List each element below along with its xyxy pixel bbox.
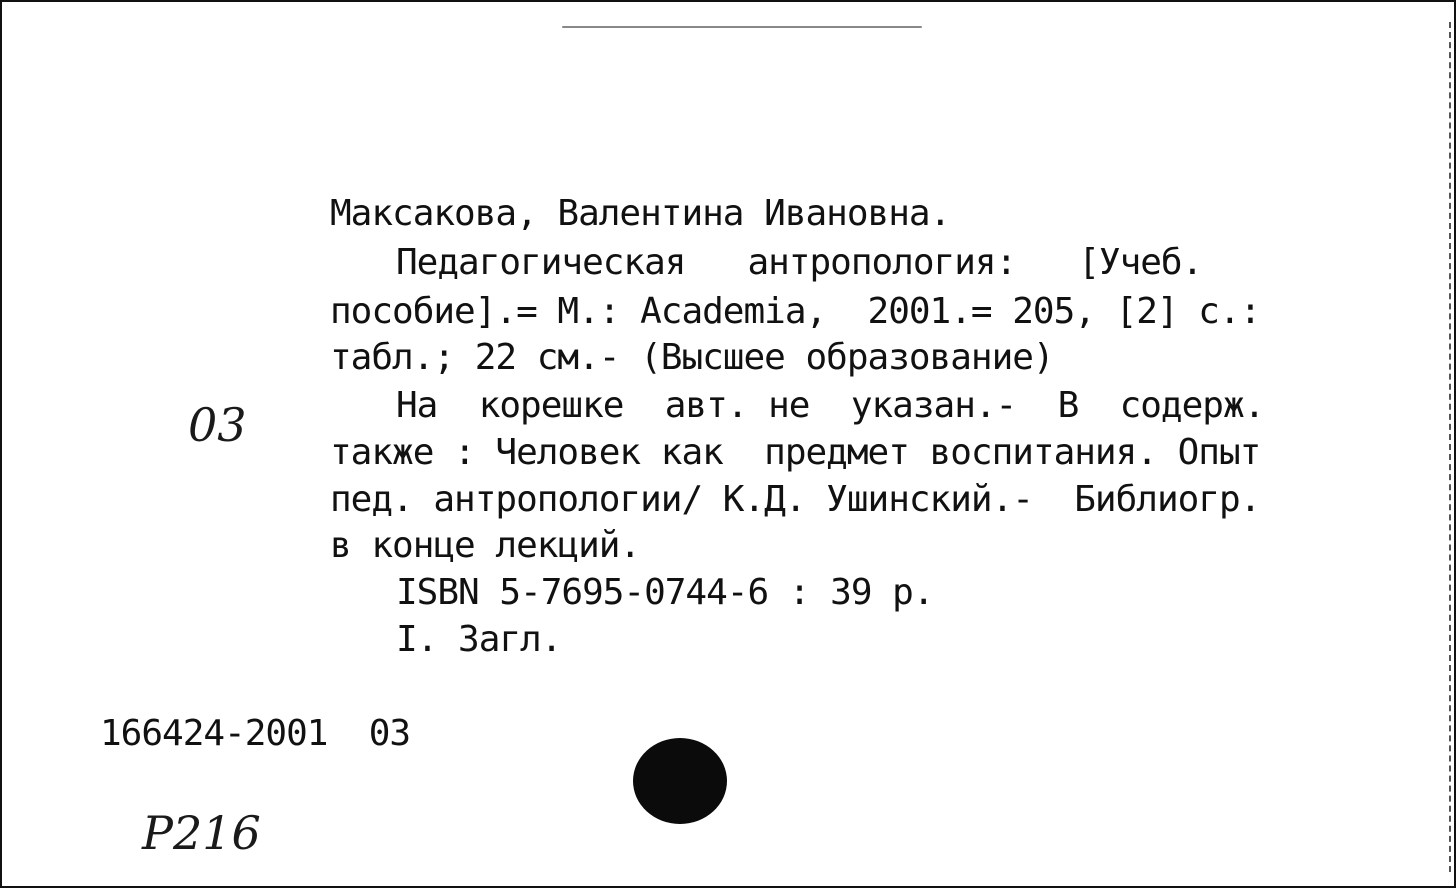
title-line-3: табл.; 22 см.- (Высшее образование) — [330, 337, 1054, 378]
handwritten-class-mark: 03 — [188, 398, 247, 452]
isbn-line: ISBN 5-7695-0744-6 : 39 р. — [396, 572, 934, 613]
card-edge-rule — [1449, 22, 1451, 872]
note-line-4: в конце лекций. — [330, 525, 641, 566]
title-line-1: Педагогическая антропология: [Учеб. — [396, 242, 1203, 283]
note-line-3: пед. антропологии/ К.Д. Ушинский.- Библиогр. — [330, 479, 1261, 520]
punch-hole — [633, 738, 727, 824]
tracing-line: I. Загл. — [396, 619, 562, 660]
note-line-1: На корешке авт. не указан.- В содерж. — [396, 385, 1265, 426]
handwritten-shelf-mark: Р216 — [142, 806, 261, 860]
author-heading: Максакова, Валентина Ивановна. — [330, 193, 951, 234]
note-line-2: также : Человек как предмет воспитания. Опыт — [330, 432, 1261, 473]
top-smudge — [562, 26, 922, 28]
accession-number: 166424-2001 03 — [100, 713, 411, 754]
title-line-2: пособие].= М.: Academia, 2001.= 205, [2] с.: — [330, 291, 1261, 332]
